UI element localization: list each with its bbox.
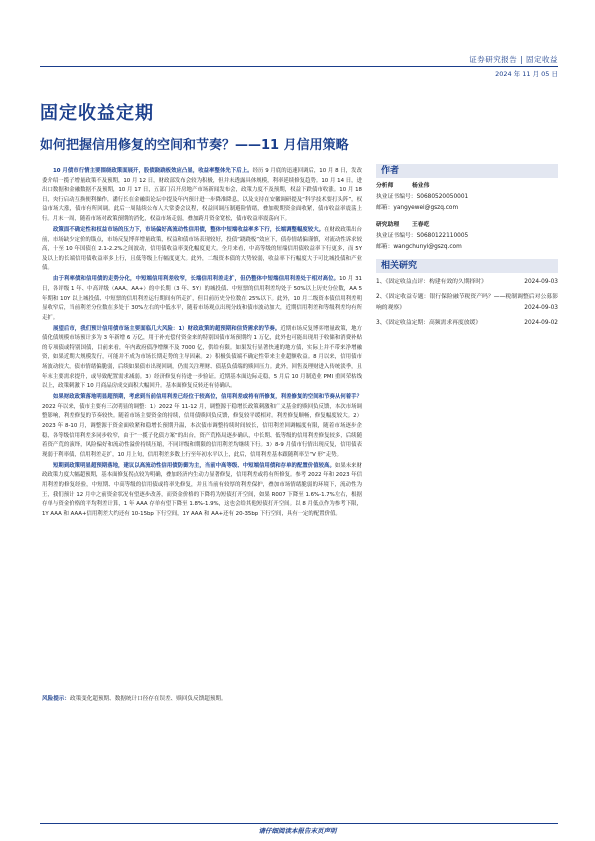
- email-link[interactable]: yangyewei@gszq.com: [393, 205, 459, 211]
- author-row: [376, 220, 558, 231]
- paragraph-lead: 政策面不确定性和权益市场的压力下，市场偏好高流动性信用债，整体中短端收益率多下行，长端调整幅度较大。: [53, 226, 325, 233]
- paragraph-text: 如果未来财政政策力度大幅超预期，基本面修复拐点较为明确，叠加经济内生动力显著修复，信用利差或将有所修复。参考 2022 年和 2023 年信用利差的修复经验，中短期、中高等级的信用债或将率先修复，并且当前有较厚的利差保护，叠加市场情绪脆弱的环境下，流动性为王，我们预计 12 月中之前资金状况有望逐步改善，而资金价格的下降将为短债打开空间，如果 R007 下降至 1.6%-1.7%左右，根据存单与资金价格的平均利差计算，1 年 AAA 存单有望下降至 1.8%-1.9%，这也会给其他短债打开空间。以 8 月低点作为参考下限，1Y AAA 和 AAA+信用利差大约还有 10-15bp 下行空间，1Y AAA 和 AA+还有 20-35bp 下行空间，具有一定的配置价值。: [42, 462, 362, 517]
- related-date: 2024-09-03: [524, 305, 558, 311]
- cert-number: S0680122110005: [416, 233, 469, 239]
- body-paragraph: [42, 226, 362, 274]
- author-email: [376, 203, 558, 214]
- email-label: 邮箱：: [376, 205, 394, 211]
- related-heading: 相关研究: [376, 259, 558, 273]
- author-cert: [376, 192, 558, 203]
- paragraph-lead: 由于利率债和信用债的走势分化，中短端信用利差收窄，长端信用利差走扩，但仍整体中短端信用利差处于相对高位。: [53, 276, 340, 283]
- related-date: 2024-09-02: [524, 320, 558, 326]
- footer-divider: [40, 823, 558, 824]
- report-category: 证券研究报告 | 固定收益: [469, 55, 558, 64]
- paragraph-text: 经历 9 月底的迅速回调后，10 月 8 日，发改委介绍一揽子增量政策不及预期，10 月 12 日，财政部发布会较为积极，但并未透露具体规模，利率延续修复趋势。10 月 14 日，进出口数据和金融数据不及预期，10 月 17 日，五部门召开房地产市场新闻发布会，政策力度不及预期，权益下跌债市收涨。10 月 18 日，央行启动互换便利操作，潘行长在金融街论坛中提及年内预计进一步降准降息，以及支持在安徽调研提及“科学技术要打头阵”，权益市场大涨，债市有所回调。此后一周陆续公布人大常委会议程，权益回调压制避险情绪，叠加税期资金面收紧，债市收益率震荡上行。月末一周，随着市场对政策预期的消化，权益市场走弱，叠加跨月资金宽松，债市收益率震荡向下。: [42, 168, 362, 222]
- email-link[interactable]: wangchunyi@gszq.com: [393, 244, 462, 250]
- paragraph-text: 近期市场反复博弈增量政策，地方债化债规模市场预计多为 3 年新增 6 万亿，用于补充偿付资金来的特别国债市场预期约 1 万亿，此外也可能出现用于收储和消费补贴的专项债或特别国债，目前来看，年内政府债净增额不及 7000 亿，供给有限。如果发行显著快速的地方债，实际上并不带来净增融资，如果近期大规模发行，可能并不成为市场长期走势的主导因素。2）积极负债端不确定性带来主业超额收益。8 月以来，信用债市场波动较大，债市情绪偏脆弱，后续如果债市出现回调，仍需关注理财、债基负债端的赎回压力。此外，回售及理财进入传统淡季，且年末主要需求提升，或导致配置需求减弱。3）经济修复有待进一步验证。近期基本面边际走稳，5 月后 10 月制造业 PMI 重回荣枯线以上，政策刺激下 10 月商品房成交面积大幅回升。基本面修复反转还有待确认。: [42, 325, 362, 390]
- related-title[interactable]: 1、《固定收益点评：构建有效的久期择时》: [376, 279, 487, 285]
- risk-warning: [42, 695, 362, 704]
- author-block: [376, 220, 558, 253]
- report-subtitle: 如何把握信用修复的空间和节奏？——11 月信用策略: [40, 138, 349, 153]
- author-role: 分析师: [376, 183, 394, 189]
- author-block: [376, 181, 558, 214]
- email-label: 邮箱：: [376, 244, 394, 250]
- author-name: 王春呓: [412, 222, 430, 228]
- related-item[interactable]: [376, 277, 558, 288]
- paragraph-text: 在财政政策出台前，市场缺少定价的锚点，市场反复博弈增量政策，权益和债市场表现较好，投债“跷跷板”效应下，债券情绪偏谨慎，对流动性诉求较高，十至 10 年国债在 2.1-2.2%之间波动，信用债收益率变化幅度更大。全月来看，中高等级的短端信用债收益率下行更多，而 5Y 及以上的长端信用债收益率多上行，且低等级上行幅度更大。此外，二级资本债的大势较弱，收益率下行幅度大于可比城投债和产业债。: [42, 226, 362, 272]
- related-title[interactable]: 3、《固定收益定期：高频需求再度放缓》: [376, 320, 482, 326]
- authors-heading: 作者: [376, 164, 558, 178]
- author-name: 杨业伟: [412, 183, 430, 189]
- paragraph-lead: 展望后市，我们预计信用债市场主要面临几大风险：1）财政政策的超预期和信贷需求的节奏。: [53, 325, 281, 332]
- footer-disclaimer: 请仔细阅读本报告末页声明: [258, 827, 337, 835]
- related-item[interactable]: [376, 292, 558, 314]
- risk-label: 风险提示：: [42, 696, 70, 702]
- related-list: [376, 277, 558, 329]
- header-divider: [40, 66, 558, 67]
- related-item[interactable]: [376, 318, 558, 329]
- cert-label: 执业证书编号：: [376, 194, 417, 200]
- author-row: [376, 181, 558, 192]
- main-body: [42, 167, 362, 521]
- cert-number: S0680520050001: [416, 194, 469, 200]
- report-date: 2024 年 11 月 05 日: [495, 70, 558, 78]
- cert-label: 执业证书编号：: [376, 233, 417, 239]
- body-paragraph: [42, 325, 362, 392]
- paragraph-text: 10 月 31 日，各评级 1 年、中高评级（AAA、AA+）的中长期（3 年、5Y）的城投债、中短票的信用利差均处于 50%以上历史分位数，AA 5 年期和 10Y 以上城投债、中短票的信用利差运行期间有所走扩，但目前历史分位数在 25%以下。此外，10 月二级资本债信用利差明显收窄后，当前利差分位数在多处于 30%左右的中低水平，随着市场观点出现分歧和债市波动加大，近期信用利差和等级利差均有所走扩。: [42, 276, 362, 321]
- body-paragraph: [42, 275, 362, 323]
- body-paragraph: [42, 167, 362, 225]
- risk-text: 政策变化超预期、数据统计口径存在误差、赎回负反馈超预期。: [69, 696, 227, 702]
- paragraph-text: 2022 年以来，债市主要有三次明显的调整：1）2022 年 11-12 月，调整源于稳增长政策刺激和广义基金的赎回负反馈，本次市场调整影响，利差修复的节奏较快。随着市场主要资金的持续，信用债赎回负反馈，修复较平缓相对。利差修复顺畅，修复幅度较大。2）2023 年 8-10 月，调整源于资金面收紧和稳增长预期升温，本次债市调整持续时间较长，信用利差回调幅度有限，随着市场逐步企稳，各等级信用利差多同步收窄，由于“一揽子化债方案”的出台，资产荒格局逐步确认，中长期、低等级的信用利差修复较多，后续随着资产荒的演绎，风险偏好和流动性溢价持续压缩，不同评级和期限的信用利差均继续下行。3）8-9 月债市行情出现反复，信用债表现弱于利率债，信用利差走扩，10 月上旬，信用利差多数上行至年初水平以上，此后，信用利差基本跟随利率呈“V 形”走势。: [42, 403, 362, 458]
- author-role: 研究助理: [376, 222, 400, 228]
- related-date: 2024-09-03: [524, 279, 558, 285]
- report-title: 固定收益定期: [40, 103, 154, 124]
- author-cert: [376, 231, 558, 242]
- paragraph-lead: 如果财政政策落地明显超预期，考虑到当前信用利差已经位于较高位，信用利差或将有所修复，利差修复的空间和节奏从何着手？: [53, 394, 362, 401]
- paragraph-lead: 短期到政策明显超预期落地，建议以高流动性信用债防御为主，当前中高等级、中短端信用债和存单的配置价值较高。: [53, 462, 335, 469]
- body-paragraph: [42, 393, 362, 460]
- body-paragraph: [42, 462, 362, 520]
- paragraph-lead: 10 月债市行情主要围绕政策面展开，股债跷跷板效应凸显，收益率整体先下后上。: [53, 168, 253, 174]
- author-email: [376, 242, 558, 253]
- related-title[interactable]: 2、《固定收益专题：银行保险融节税资产吗？——税制调整后对公募影响的观察》: [376, 294, 558, 311]
- sidebar: [376, 164, 558, 333]
